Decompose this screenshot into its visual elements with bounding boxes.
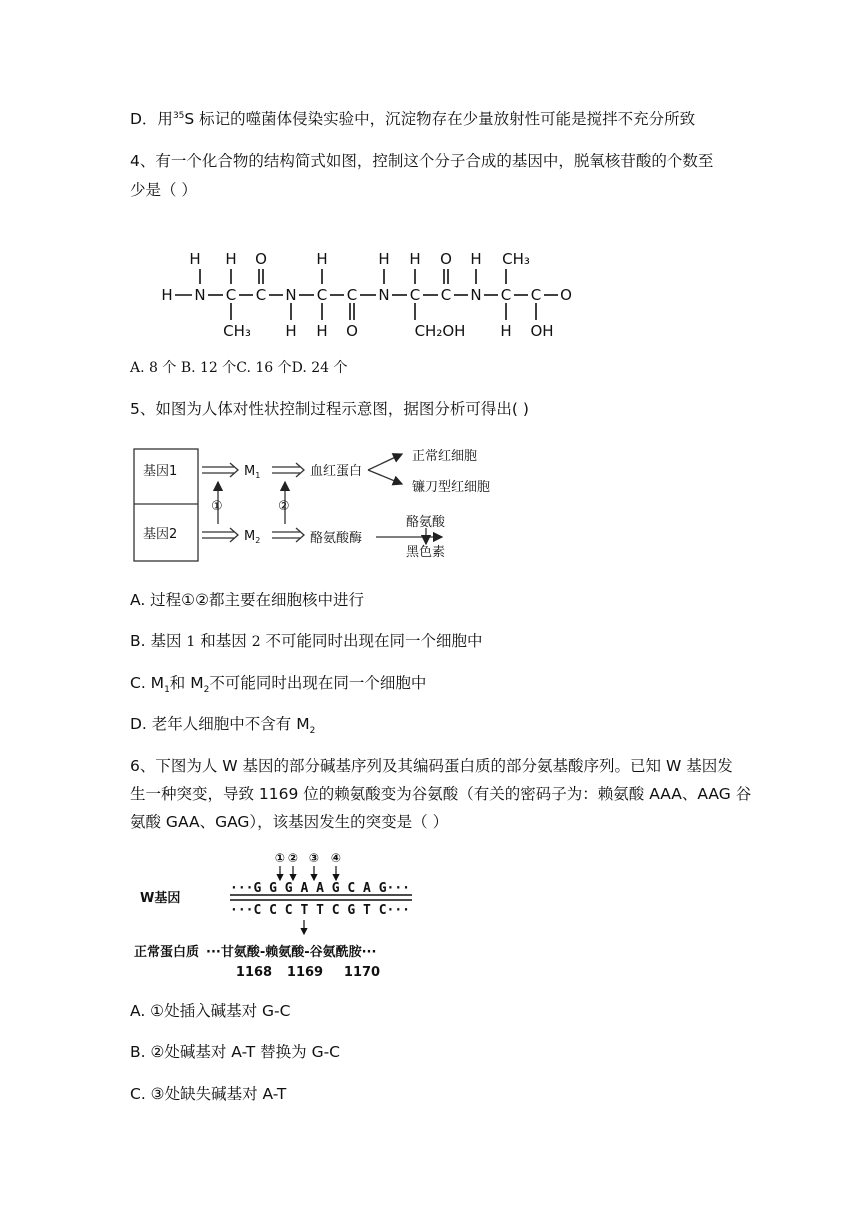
formula-top-atom: H xyxy=(409,250,421,268)
formula-main-atom: N xyxy=(378,286,390,304)
q5-option-c-sub: 1 xyxy=(164,685,170,695)
mutation-marker: ④ xyxy=(330,851,342,865)
formula-bottom-atom: O xyxy=(346,322,358,340)
formula-top-atom: H xyxy=(189,250,201,268)
q5-option-d xyxy=(130,713,315,738)
q6-stem-line2: 生一种突变，导致 1169 位的赖氨酸变为谷氨酸（有关的密码子为：赖氨酸 AAA、AAG 谷 xyxy=(130,785,752,803)
formula-main-atom: C xyxy=(500,286,512,304)
q4-stem-line2: 少是（ ） xyxy=(130,181,197,199)
q5-diagram xyxy=(130,440,530,565)
q5-option-c-prefix: C. M xyxy=(130,674,165,692)
enzyme-label: 酪氨酸酶 xyxy=(310,531,363,546)
formula-top-atom: H xyxy=(225,250,237,268)
q6-diagram xyxy=(130,848,430,980)
q5-stem: 5、如图为人体对性状控制过程示意图，据图分析可得出( ) xyxy=(130,400,529,418)
q4-stem-line1: 4、有一个化合物的结构简式如图，控制这个分子合成的基因中，脱氧核苷酸的个数至 xyxy=(130,152,714,170)
q5-option-b-prefix: B. 基因 xyxy=(130,632,187,650)
q5-option-c-mid: 和 M xyxy=(169,674,204,692)
formula-bottom-atom: OH xyxy=(530,322,554,340)
q6-option-b: B. ②处碱基对 A-T 替换为 G-C xyxy=(130,1043,340,1061)
q5-option-a: A. 过程①②都主要在细胞核中进行 xyxy=(130,591,364,609)
formula-main-atom: C xyxy=(255,286,267,304)
m2-label: $M_2$ xyxy=(244,529,261,545)
formula-main-atom: C xyxy=(346,286,358,304)
formula-top-atom: O xyxy=(255,250,267,268)
isotope-mass-number: 35 xyxy=(172,111,185,121)
q5-option-b-gene-number: 2 xyxy=(251,634,261,650)
q5-option-c-sub: 2 xyxy=(203,685,210,695)
position-1170: 1170 xyxy=(343,965,381,980)
formula-main-atom: C xyxy=(316,286,328,304)
formula-bottom-atom: CH₂OH xyxy=(414,322,466,340)
q6-stem-line1: 6、下图为人 W 基因的部分碱基序列及其编码蛋白质的部分氨基酸序列。已知 W 基因发 xyxy=(130,757,733,775)
q6-option-a: A. ①处插入碱基对 G-C xyxy=(130,1002,291,1020)
q4-structural-formula xyxy=(150,240,590,350)
formula-main-atom: N xyxy=(470,286,482,304)
step1-label: ① xyxy=(211,499,223,514)
formula-main-atom: O xyxy=(560,286,572,304)
q5-option-b xyxy=(130,630,483,653)
q3-option-d xyxy=(130,108,695,133)
formula-main-atom: C xyxy=(530,286,542,304)
q4-options: A. 8 个 B. 12 个C. 16 个D. 24 个 xyxy=(130,360,348,376)
formula-top-atom: CH₃ xyxy=(502,250,530,268)
formula-main-atom: H xyxy=(161,286,173,304)
strand-bottom: ···C C C T T C G T C··· xyxy=(230,903,411,918)
m1-label: $M_1$ xyxy=(244,464,261,480)
position-1169: 1169 xyxy=(286,965,324,980)
formula-top-atom: H xyxy=(470,250,482,268)
gene1-label: 基因1 xyxy=(143,464,178,479)
formula-main-atom: N xyxy=(194,286,206,304)
step2-label: ② xyxy=(278,499,290,514)
tyrosine-label: 酪氨酸 xyxy=(406,515,446,530)
q5-option-b-gene-number: 1 xyxy=(186,634,196,650)
q6-stem-line3: 氨酸 GAA、GAG），该基因发生的突变是（ ） xyxy=(130,813,449,831)
q5-option-d-prefix: D. 老年人细胞中不含有 M xyxy=(130,715,310,733)
strand-top: ···G G G A A G C A G··· xyxy=(230,881,411,896)
q3-option-d-prefix: D．用 xyxy=(130,110,173,128)
normal-protein-label: 正常蛋白质 xyxy=(134,945,200,960)
q5-option-d-sub: 2 xyxy=(309,726,316,736)
mutation-marker: ② xyxy=(287,851,299,865)
cell-normal-label: 正常红细胞 xyxy=(412,449,478,464)
cell-sickle-label: 镰刀型红细胞 xyxy=(412,480,491,495)
formula-bottom-atom: H xyxy=(285,322,297,340)
formula-main-atom: N xyxy=(285,286,297,304)
formula-top-atom: H xyxy=(378,250,390,268)
position-1168: 1168 xyxy=(235,965,273,980)
protein-label: 血红蛋白 xyxy=(310,464,363,479)
formula-top-atom: H xyxy=(316,250,328,268)
sulfur-symbol: S xyxy=(184,110,195,128)
gene2-label: 基因2 xyxy=(143,527,178,542)
melanin-label: 黑色素 xyxy=(406,545,446,560)
mutation-marker: ① xyxy=(274,851,286,865)
w-gene-label: W基因 xyxy=(140,891,181,906)
q5-option-c-text: 不可能同时出现在同一个细胞中 xyxy=(209,674,427,692)
mutation-marker: ③ xyxy=(308,851,320,865)
formula-bottom-atom: H xyxy=(316,322,328,340)
q3-option-d-text: 标记的噬菌体侵染实验中，沉淀物存在少量放射性可能是搅拌不充分所致 xyxy=(194,110,696,128)
formula-main-atom: C xyxy=(409,286,421,304)
protein-sequence: ···甘氨酸-赖氨酸-谷氨酰胺··· xyxy=(206,945,377,960)
q5-option-c xyxy=(130,672,426,697)
formula-main-atom: C xyxy=(225,286,237,304)
formula-bottom-atom: H xyxy=(500,322,512,340)
q5-option-b-mid: 和基因 xyxy=(195,632,252,650)
formula-bottom-atom: CH₃ xyxy=(223,322,251,340)
q6-option-c: C. ③处缺失碱基对 A-T xyxy=(130,1085,287,1103)
formula-main-atom: C xyxy=(440,286,452,304)
q5-option-b-text: 不可能同时出现在同一个细胞中 xyxy=(260,632,483,650)
formula-top-atom: O xyxy=(440,250,452,268)
